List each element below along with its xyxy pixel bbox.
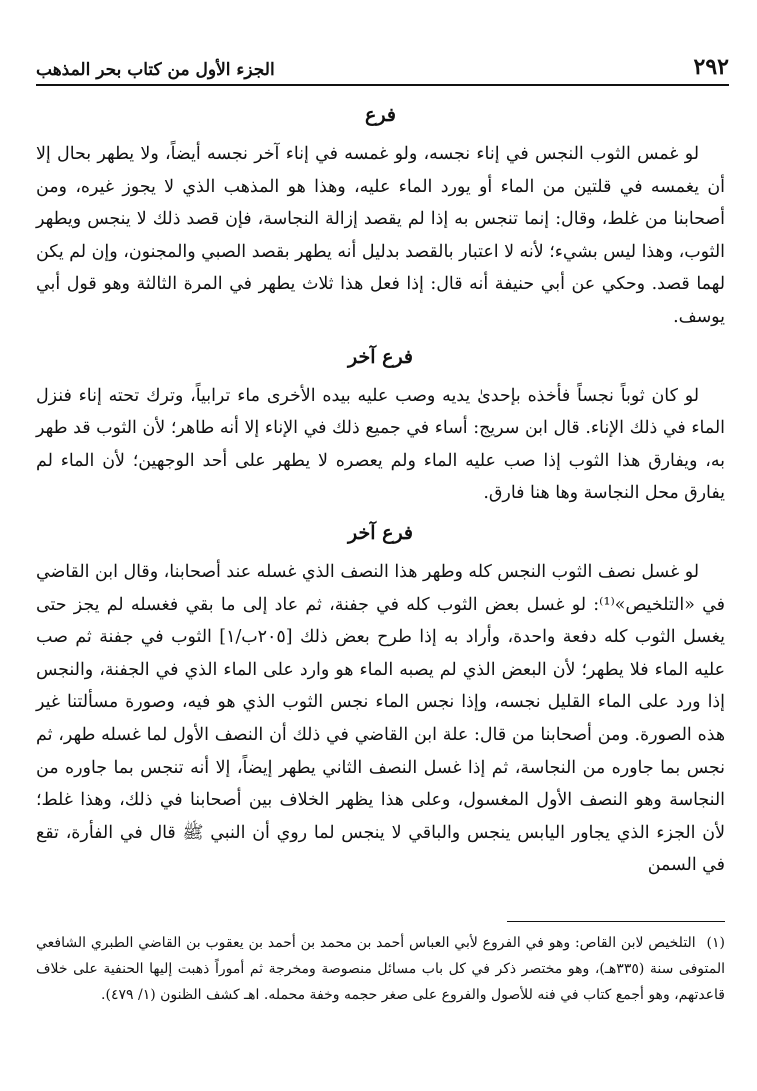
footnote <box>36 930 725 1008</box>
section-heading: فرع <box>365 104 396 126</box>
footnote-separator <box>507 921 725 922</box>
section-paragraph: لو كان ثوباً نجساً فأخذه بإحدىٰ يديه وصب عليه بيده الأخرى ماء ترابياً، وترك تحته إناء فنزل الماء في ذلك الإناء. قال ابن سريج: أساء في جميع ذلك في الإناء إلا أنه طاهر؛ لأن الثوب قد طهر به، ويفارق هذا الثوب إذا صب عليه الماء ولم يعصره لا يطهر على أحد الوجهين؛ لأن الماء لم يفارق محل النجاسة وها هنا فارق. <box>36 385 725 504</box>
section-paragraph: لو غسل نصف الثوب النجس كله وطهر هذا النصف الذي غسله عند أصحابنا، وقال ابن القاضي في «التلخيص»⁽¹⁾: لو غسل بعض الثوب كله في جفنة، ثم عاد إلى ما بقي فغسله لم يجز حتى يغسل الثوب كله دفعة واحدة، وأراد به إذا طرح بعض ذلك [٢٠٥ب/١] الثوب في جفنة ثم صب عليه الماء فلا يطهر؛ لأن البعض الذي لم يصبه الماء هو وارد على الماء الذي في الجفنة، والنجس إذا ورد على الماء القليل نجسه، وإذا نجس الماء نجس الثوب الذي هو فيه، وصورة مسألتنا غير هذه الصورة. ومن أصحابنا من قال: علة ابن القاضي في ذلك أن النصف الأول لما غسله طهر، ثم نجس بما جاوره من النجاسة، ثم إذا غسل النصف الثاني يطهر إيضاً، إلا أنه تنجس بما جاوره من النجاسة وهو النصف الأول المغسول، وعلى هذا يظهر الخلاف بين أصحابنا في ذلك، وهذا غلط؛ لأن الجزء الذي يجاور اليابس ينجس والباقي لا ينجس لما روي أن النبي ﷺ قال في الفأرة، تقع في السمن <box>36 561 725 876</box>
page-header <box>36 52 729 86</box>
page-number: ٢٩٢ <box>693 54 729 80</box>
footnote-number: (١) <box>706 935 725 951</box>
section-heading: فرع آخر <box>347 521 414 544</box>
main-text <box>36 92 725 882</box>
running-title: الجزء الأول من كتاب بحر المذهب <box>36 60 275 80</box>
section-paragraph: لو غمس الثوب النجس في إناء نجسه، ولو غمسه في إناء آخر نجسه أيضاً، ولا يطهر بحال إلا أن يغمسه في قلتين من الماء أو يورد الماء عليه، وهذا هو المذهب الذي لا يجوز غيره، ومن أصحابنا من غلط، وقال: إنما تنجس به إذا لم يقصد إزالة النجاسة، فإن قصد ذلك لا ينجس ويطهر الثوب، وهذا ليس بشيء؛ لأنه لا اعتبار بالقصد بدليل أنه يطهر بقصد الصبي والمجنون، وإن لم يكن لهما قصد. وحكي عن أبي حنيفة أنه قال: إذا فعل هذا ثلاث يطهر في المرة الثالثة وهو قول أبي يوسف. <box>36 144 725 327</box>
footnote-text: التلخيص لابن القاص: وهو في الفروع لأبي العباس أحمد بن محمد بن أحمد بن يعقوب بن القاضي الطبري الشافعي المتوفى سنة (٣٣٥هـ)، وهو مختصر ذكر في كل باب مسائل منصوصة ومخرجة ثم أموراً ذهبت إليها الحنفية على خلاف قاعدتهم، وهو أجمع كتاب في فنه للأصول والفروع على صغر حجمه وخفة محمله. اهـ كشف الظنون (١/ ٤٧٩). <box>36 935 726 1003</box>
section-heading: فرع آخر <box>347 345 414 368</box>
